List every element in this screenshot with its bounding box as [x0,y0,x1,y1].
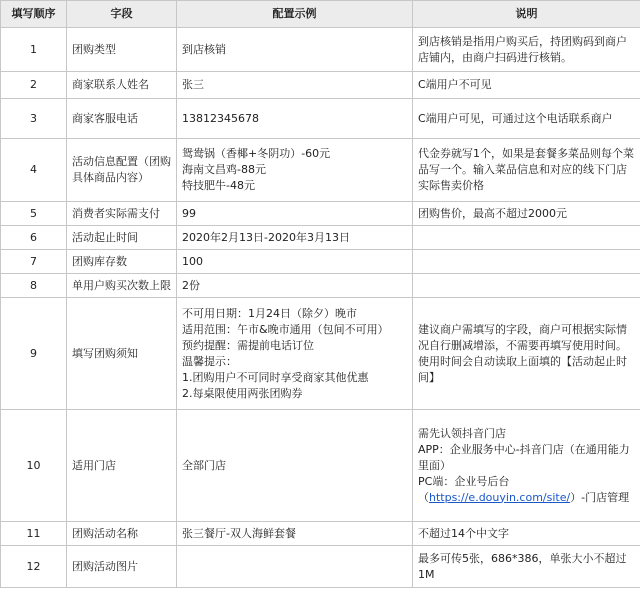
row-example: 2份 [177,274,413,298]
row-description [413,250,640,274]
row-description: C端用户不可见 [413,72,640,99]
table-row [1,202,640,226]
row-example: 鸳鸯锅（香椰+冬阴功）-60元 海南文昌鸡-88元 特技肥牛-48元 [177,139,413,202]
row-number: 5 [1,202,67,226]
table-row [1,28,640,72]
desc-line: APP：企业服务中心-抖音门店（在通用能力里面） [418,442,630,472]
row-field: 填写团购须知 [67,298,177,410]
row-field: 团购活动名称 [67,522,177,546]
row-field: 活动起止时间 [67,226,177,250]
row-field: 单用户购买次数上限 [67,274,177,298]
row-description: C端用户可见，可通过这个电话联系商户 [413,99,640,139]
row-field: 商家联系人姓名 [67,72,177,99]
table-row [1,274,640,298]
row-example: 99 [177,202,413,226]
table-row [1,522,640,546]
row-field: 团购类型 [67,28,177,72]
table-row [1,139,640,202]
row-example [177,546,413,588]
row-field: 团购活动图片 [67,546,177,588]
row-field: 适用门店 [67,410,177,522]
table-row [1,72,640,99]
row-number: 2 [1,72,67,99]
row-example: 不可用日期：1月24日（除夕）晚市 适用范围：午市&晚市通用（包间不可用） 预约提醒：需提前电话订位 温馨提示： 1.团购用户不可同时享受商家其他优惠 2.每桌限使用两张团购券 [177,298,413,410]
row-number: 7 [1,250,67,274]
row-example: 张三餐厅-双人海鲜套餐 [177,522,413,546]
table-row [1,250,640,274]
row-number: 10 [1,410,67,522]
row-example: 张三 [177,72,413,99]
row-example: 到店核销 [177,28,413,72]
row-example: 13812345678 [177,99,413,139]
row-description: 代金券就写1个，如果是套餐多菜品则每个菜品写一个。输入菜品信息和对应的线下门店实际售卖价格 [413,139,640,202]
table-header-row [1,1,640,28]
row-field: 活动信息配置（团购具体商品内容） [67,139,177,202]
desc-line: 需先认领抖音门店 [418,426,506,440]
row-field: 商家客服电话 [67,99,177,139]
row-number: 1 [1,28,67,72]
table-row [1,546,640,588]
row-example: 全部门店 [177,410,413,522]
douyin-site-link[interactable]: https://e.douyin.com/site/ [429,490,571,504]
row-description: 最多可传5张，686*386，单张大小不超过1M [413,546,640,588]
desc-line: PC端：企业号后台（https://e.douyin.com/site/）-门店管理 [418,474,630,504]
row-description [413,274,640,298]
row-number: 6 [1,226,67,250]
row-field: 消费者实际需支付 [67,202,177,226]
header-field: 字段 [67,1,177,28]
row-number: 4 [1,139,67,202]
row-example: 2020年2月13日-2020年3月13日 [177,226,413,250]
header-order: 填写顺序 [1,1,67,28]
row-description: 建议商户需填写的字段，商户可根据实际情况自行删减增添，不需要再填写使用时间。使用时间会自动读取上面填的【活动起止时间】 [413,298,640,410]
row-number: 8 [1,274,67,298]
row-description [413,410,640,522]
row-description: 团购售价，最高不超过2000元 [413,202,640,226]
row-description: 不超过14个中文字 [413,522,640,546]
table-row [1,410,640,522]
table-row [1,298,640,410]
row-number: 11 [1,522,67,546]
row-number: 3 [1,99,67,139]
row-number: 12 [1,546,67,588]
row-description [413,226,640,250]
table-row [1,99,640,139]
table-row [1,226,640,250]
row-field: 团购库存数 [67,250,177,274]
header-description: 说明 [413,1,640,28]
row-example: 100 [177,250,413,274]
header-example: 配置示例 [177,1,413,28]
row-number: 9 [1,298,67,410]
row-description: 到店核销是指用户购买后，持团购码到商户店铺内，由商户扫码进行核销。 [413,28,640,72]
